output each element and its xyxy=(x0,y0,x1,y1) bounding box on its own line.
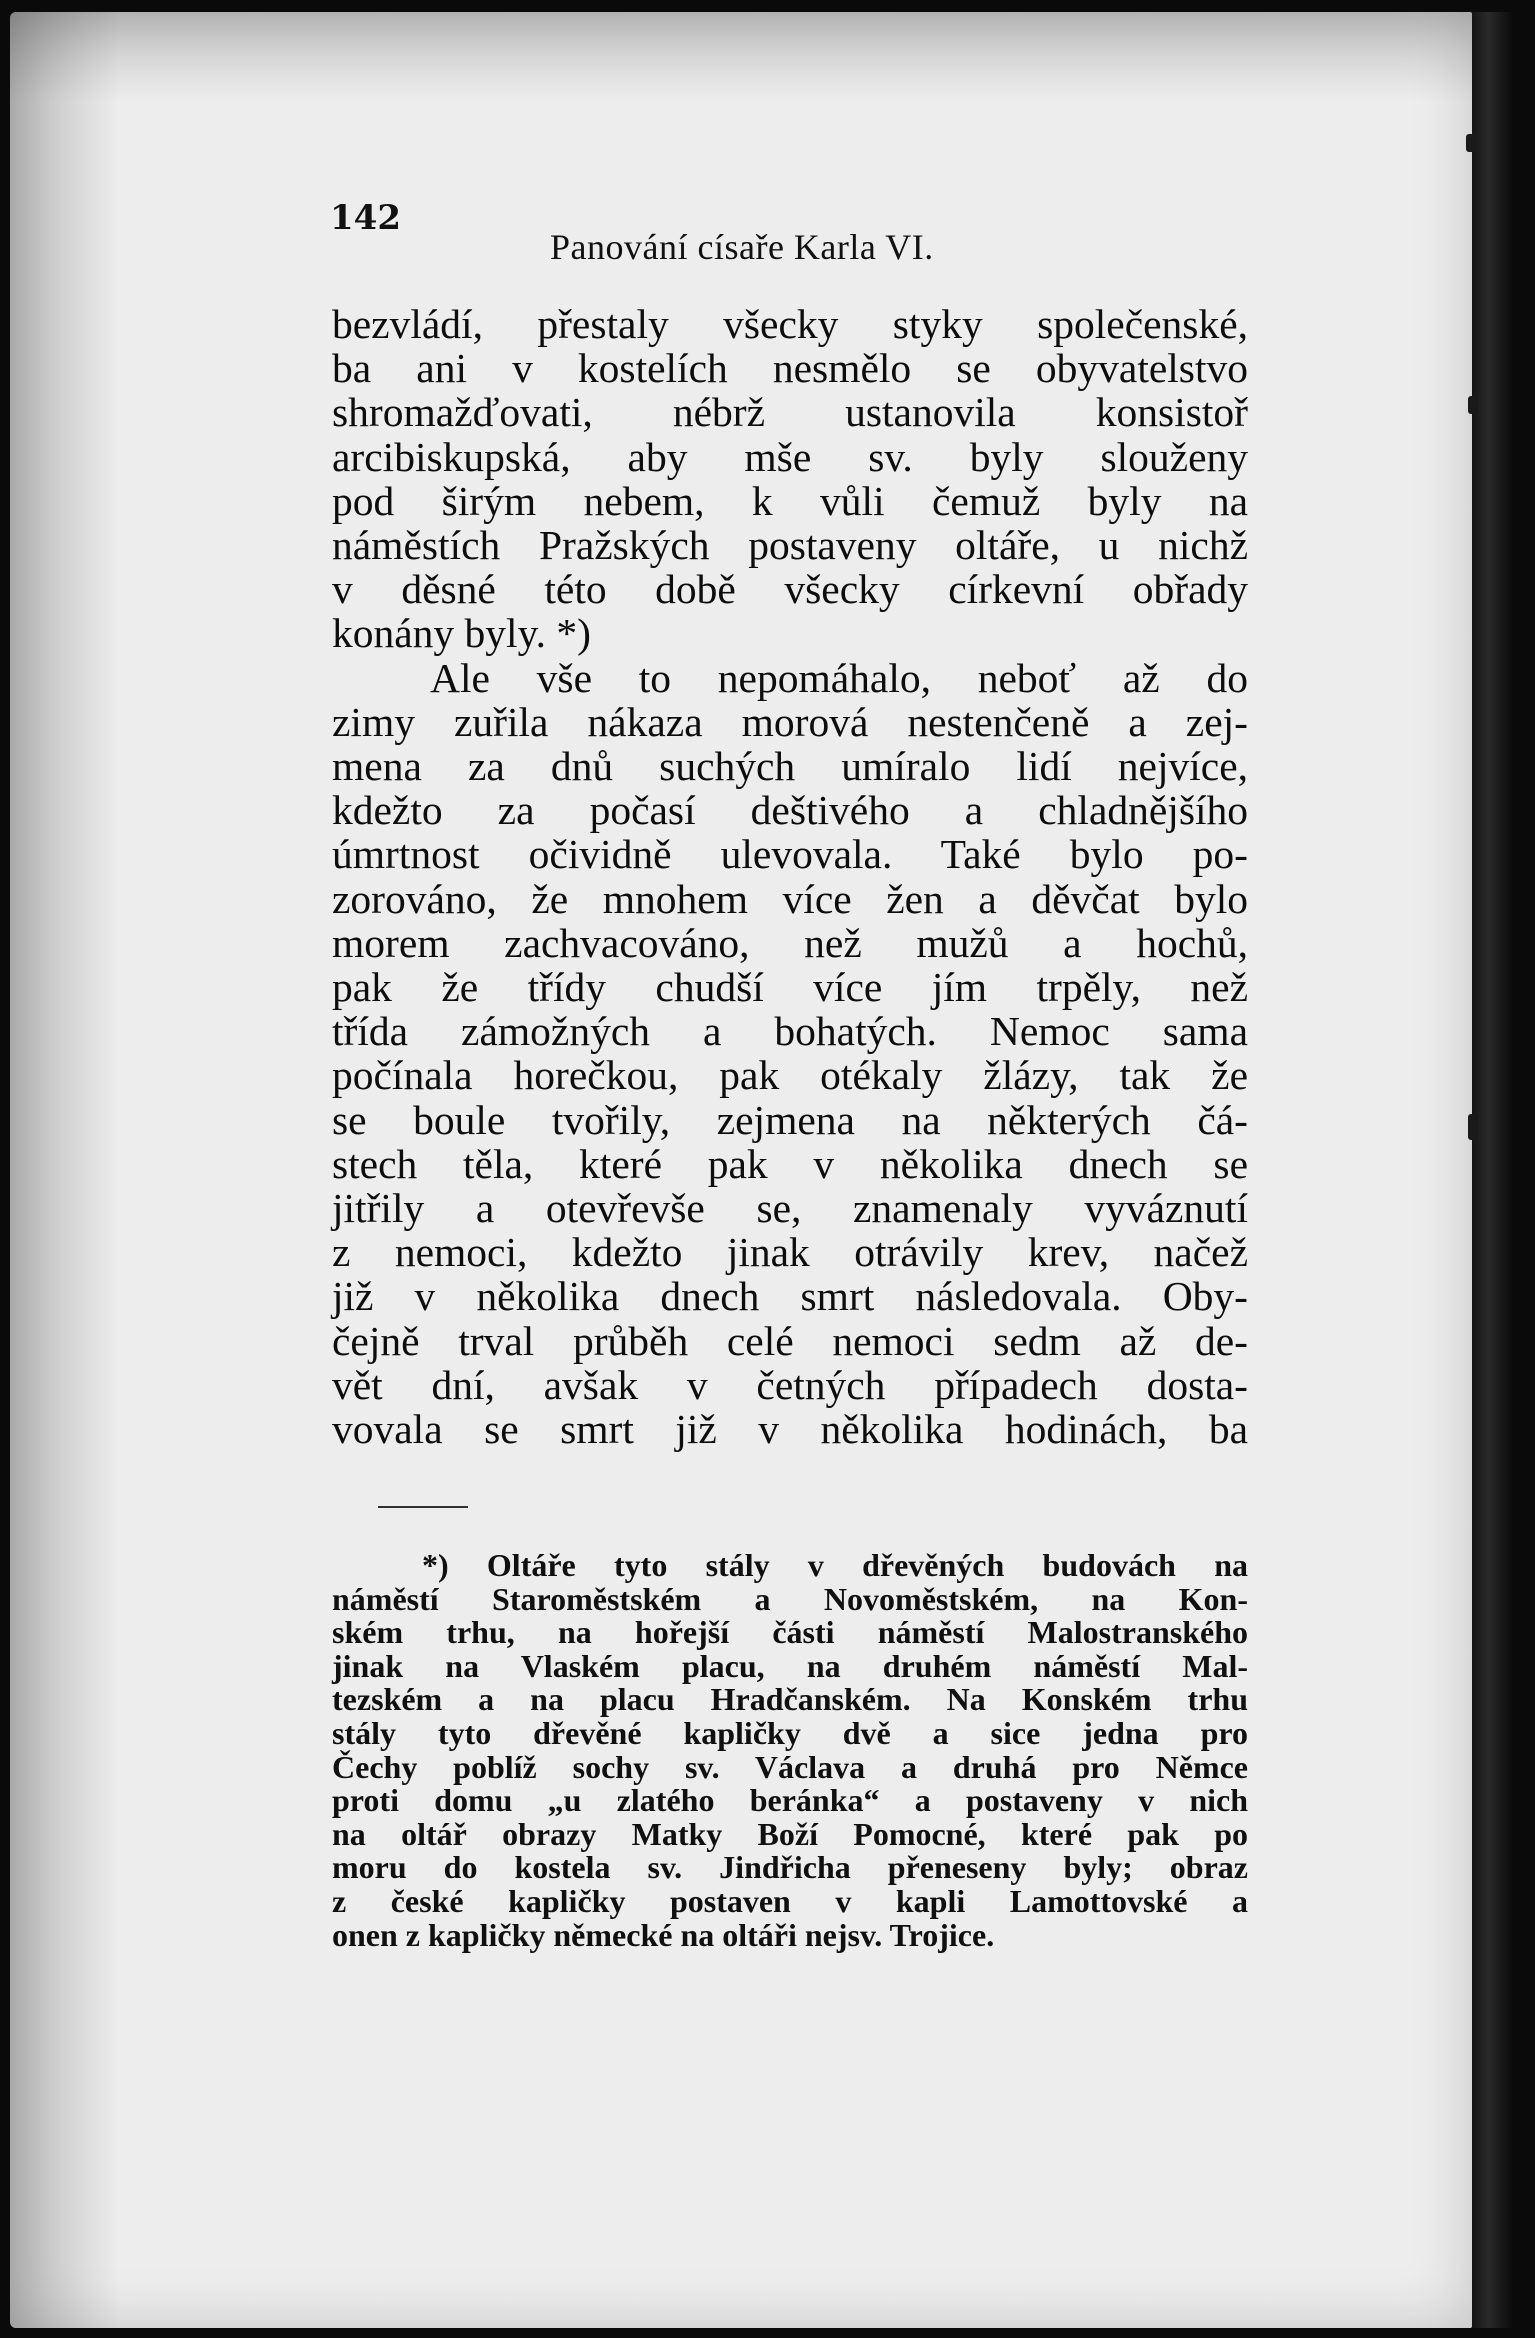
body-line: pod širým nebem, k vůli čemuž byly na xyxy=(332,477,1248,524)
footnote-line: stály tyto dřevěné kapličky dvě a sice jedna pro xyxy=(332,1714,1248,1751)
body-line: morem zachvacováno, než mužů a hochů, xyxy=(332,919,1248,966)
body-line: již v několika dnech smrt následovala. Oby- xyxy=(332,1273,1248,1320)
body-line: kdežto za počasí deštivého a chladnějšího xyxy=(332,787,1248,834)
body-line: Ale vše to nepomáhalo, neboť až do xyxy=(430,654,1248,701)
body-line: úmrtnost očividně ulevovala. Také bylo po- xyxy=(332,831,1248,878)
footnote-line: náměstí Staroměstském a Novoměstském, na Kon- xyxy=(332,1580,1248,1617)
body-text xyxy=(332,302,1248,1451)
page-edge-shadow xyxy=(1472,12,1512,2328)
page-number: 142 xyxy=(330,198,401,238)
footnote-line: Čechy poblíž sochy sv. Václava a druhá pro Němce xyxy=(332,1748,1248,1785)
edge-speck xyxy=(1466,134,1476,152)
body-line: ba ani v kostelích nesmělo se obyvatelstvo xyxy=(332,345,1248,392)
body-line: vovala se smrt již v několika hodinách, ba xyxy=(332,1406,1248,1453)
gutter-shadow xyxy=(10,12,120,2328)
body-line: jitřily a otevřevše se, znamenaly vyváznutí xyxy=(332,1185,1248,1232)
body-line: zimy zuřila nákaza morová nestenčeně a zej- xyxy=(332,698,1248,745)
body-line: bezvládí, přestaly všecky styky společenské, xyxy=(332,301,1248,347)
body-line: třída zámožných a bohatých. Nemoc sama xyxy=(332,1008,1248,1055)
book-page xyxy=(10,12,1472,2328)
body-line: stech těla, které pak v několika dnech se xyxy=(332,1140,1248,1187)
body-line: počínala horečkou, pak otékaly žlázy, tak že xyxy=(332,1052,1248,1099)
body-line: konány byly. *) xyxy=(332,610,591,657)
edge-speck xyxy=(1468,1114,1478,1140)
footnote-line: proti domu „u zlatého beránka“ a postaveny v nich xyxy=(332,1782,1248,1819)
body-line: v děsné této době všecky církevní obřady xyxy=(332,566,1248,613)
body-line: vět dní, avšak v četných případech dosta- xyxy=(332,1361,1248,1408)
footnote-separator xyxy=(378,1506,468,1508)
body-line: z nemoci, kdežto jinak otrávily krev, načež xyxy=(332,1229,1248,1276)
footnote-line: na oltář obrazy Matky Boží Pomocné, které pak po xyxy=(332,1815,1248,1852)
body-line: arcibiskupská, aby mše sv. byly slouženy xyxy=(332,433,1248,480)
running-title: Panování císaře Karla VI. xyxy=(550,227,934,267)
body-line: pak že třídy chudší více jím trpěly, než xyxy=(332,964,1248,1011)
footnote-line: ském trhu, na hořejší části náměstí Malostranského xyxy=(332,1614,1248,1651)
footnote xyxy=(332,1549,1248,1952)
body-line: čejně trval průběh celé nemoci sedm až de- xyxy=(332,1317,1248,1364)
footnote-line: *) Oltáře tyto stály v dřevěných budovách na xyxy=(422,1547,1248,1583)
body-line: shromažďovati, nébrž ustanovila konsistoř xyxy=(332,389,1248,436)
top-shadow xyxy=(10,12,1472,102)
body-line: zorováno, že mnohem více žen a děvčat bylo xyxy=(332,875,1248,922)
body-line: mena za dnů suchých umíralo lidí nejvíce, xyxy=(332,743,1248,790)
footnote-line: onen z kapličky německé na oltáři nejsv. Trojice. xyxy=(332,1916,995,1953)
footnote-line: jinak na Vlaském placu, na druhém náměstí Mal- xyxy=(332,1647,1248,1684)
body-line: náměstích Pražských postaveny oltáře, u nichž xyxy=(332,522,1248,569)
body-line: se boule tvořily, zejmena na některých čá- xyxy=(332,1096,1248,1143)
footnote-line: z české kapličky postaven v kapli Lamottovské a xyxy=(332,1882,1248,1919)
footnote-line: moru do kostela sv. Jindřicha přeneseny byly; obraz xyxy=(332,1849,1248,1886)
edge-speck xyxy=(1468,396,1478,414)
footnote-line: tezském a na placu Hradčanském. Na Konském trhu xyxy=(332,1681,1248,1718)
